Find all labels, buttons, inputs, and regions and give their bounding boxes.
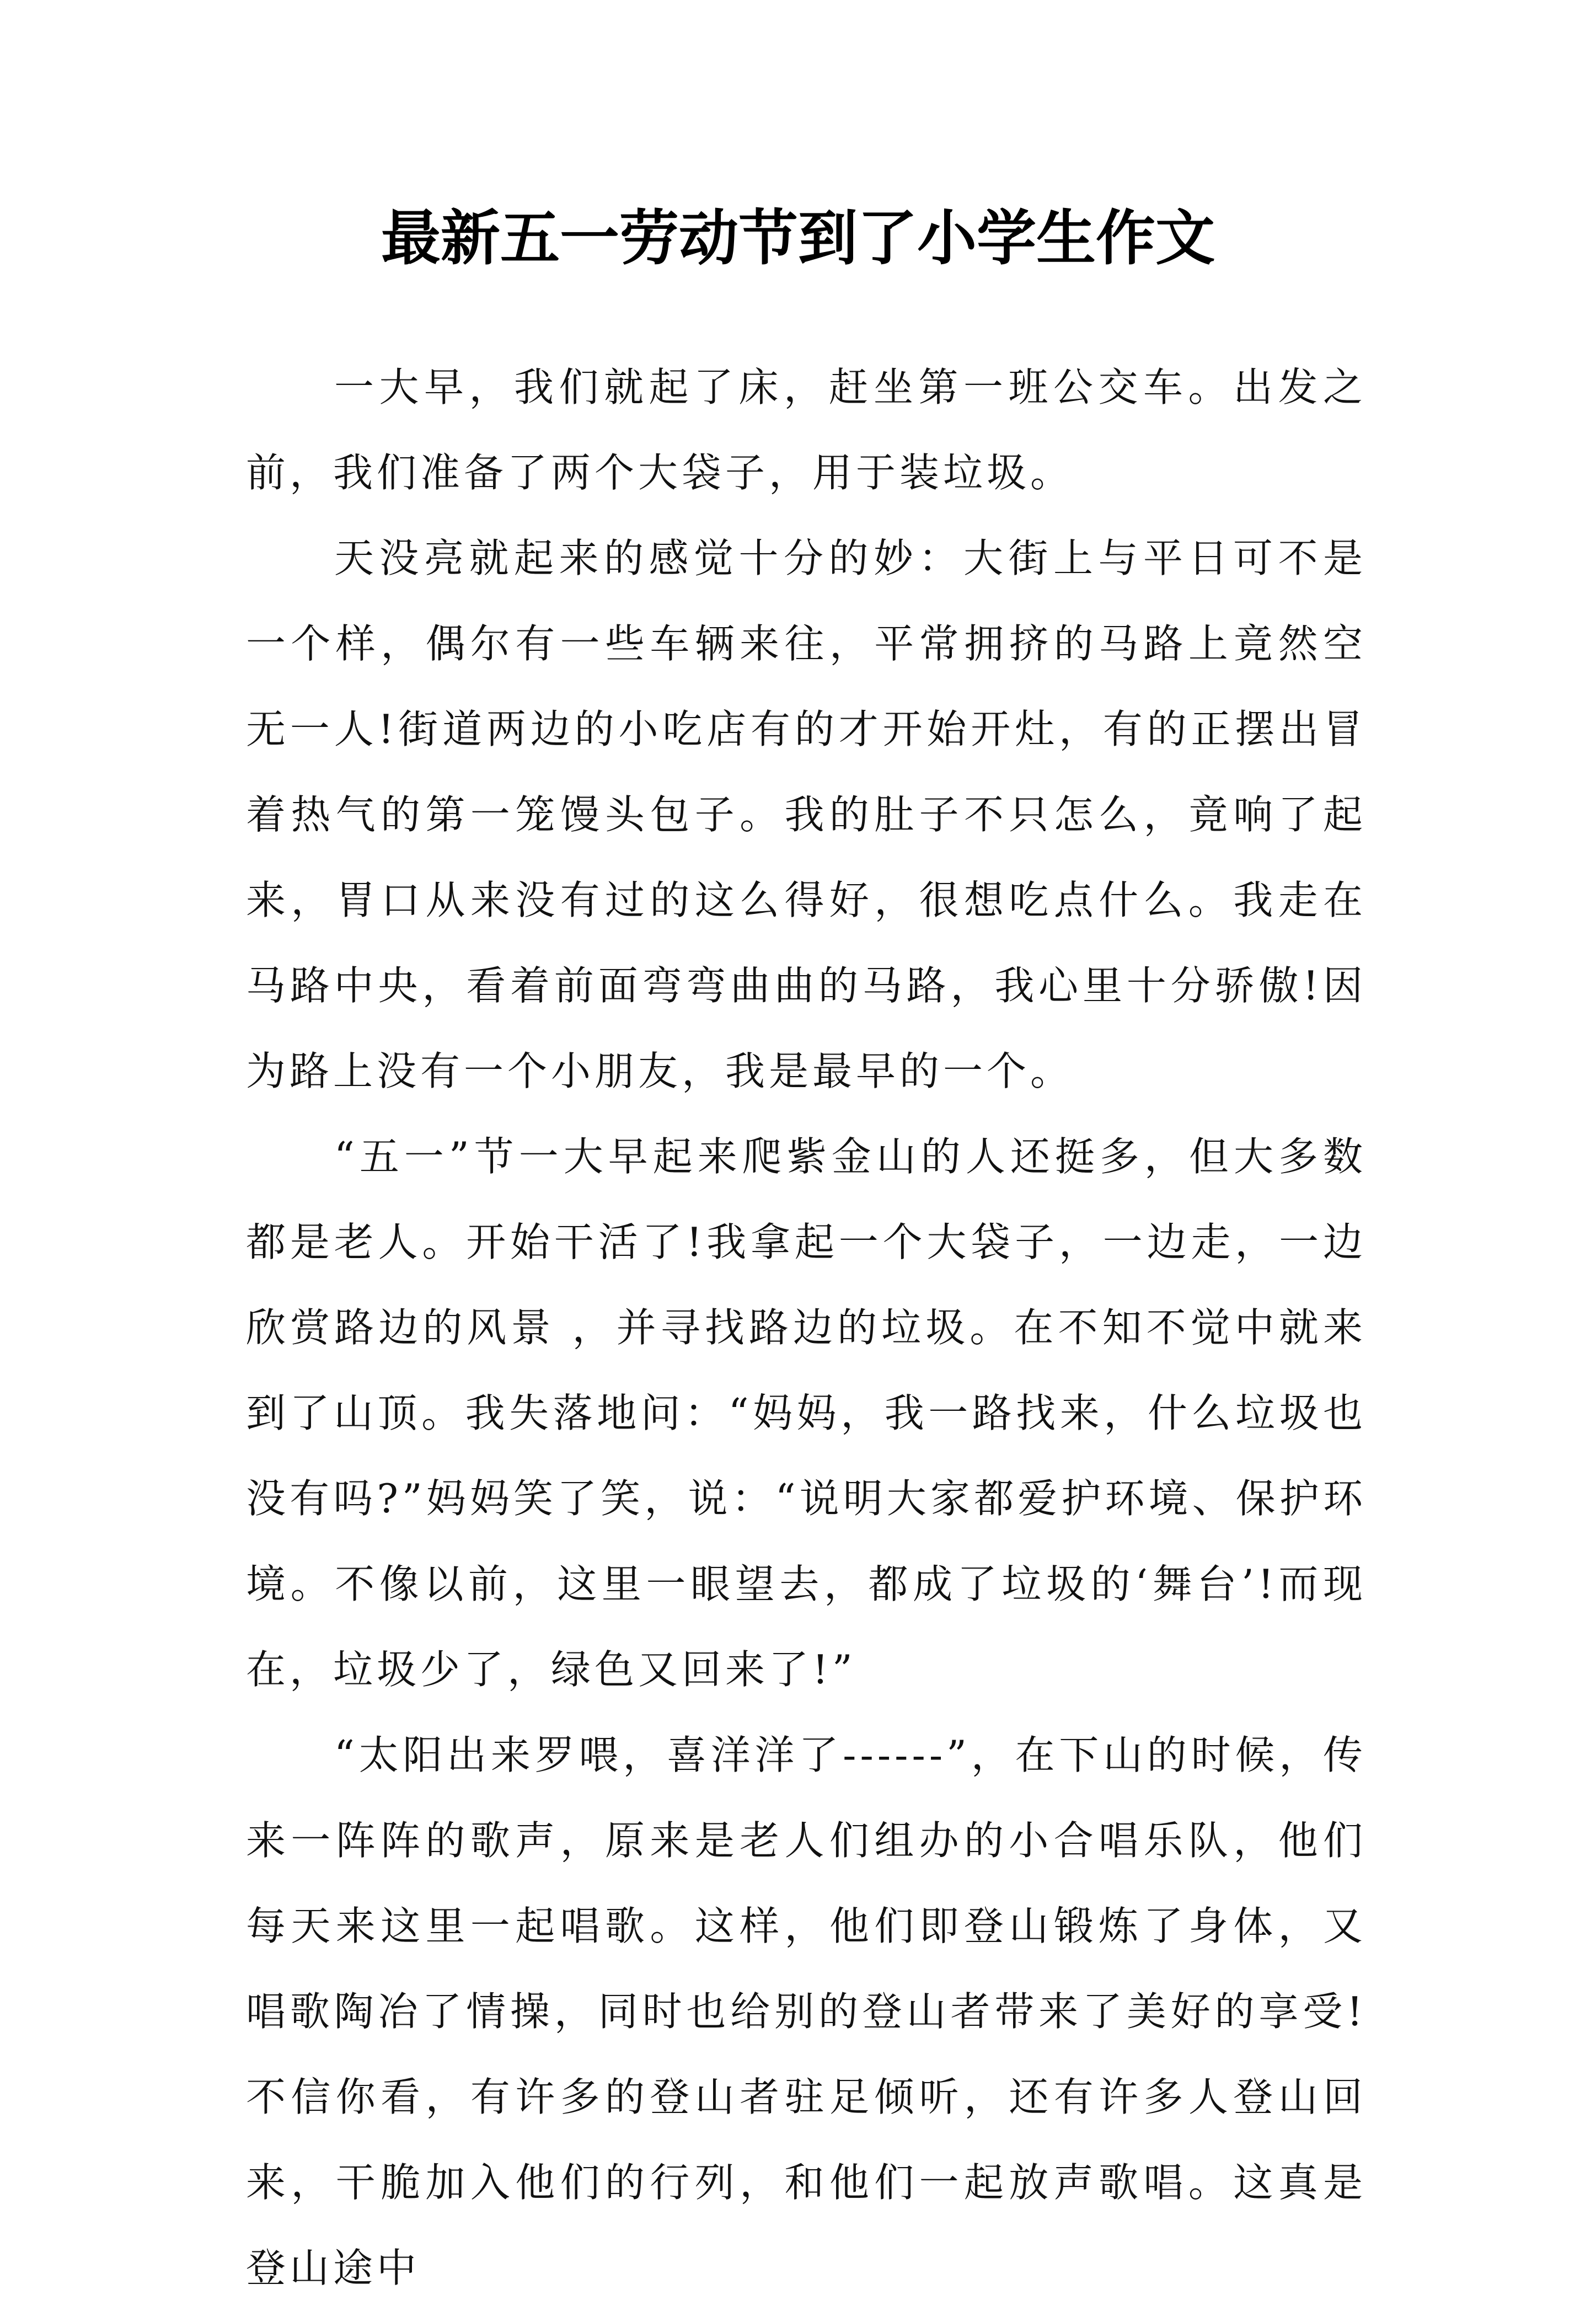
paragraph: 一大早，我们就起了床，赶坐第一班公交车。出发之前，我们准备了两个大袋子，用于装垃圾。 [246, 364, 1367, 496]
paragraph: 天没亮就起来的感觉十分的妙：大街上与平日可不是一个样，偶尔有一些车辆来往，平常拥挤的马路上竟然空无一人!街道两边的小吃店有的才开始开灶，有的正摆出冒着热气的第一笼馒头包子。我的肚子不只怎么，竟响了起来，胃口从来没有过的这么得好，很想吃点什么。我走在马路中央，看着前面弯弯曲曲的马路，我心里十分骄傲!因为路上没有一个小朋友，我是最早的一个。 [246, 535, 1367, 1094]
document-title: 最新五一劳动节到了小学生作文 [381, 204, 1215, 273]
paragraph: “太阳出来罗喂，喜洋洋了------”，在下山的时候，传来一阵阵的歌声，原来是老人们组办的小合唱乐队，他们每天来这里一起唱歌。这样，他们即登山锻炼了身体，又唱歌陶冶了情操，同时也给别的登山者带来了美好的享受!不信你看，有许多的登山者驻足倾听，还有许多人登山回来，干脆加入他们的行列，和他们一起放声歌唱。这真是登山途中 [246, 1732, 1367, 2291]
paragraph: “五一”节一大早起来爬紫金山的人还挺多，但大多数都是老人。开始干活了!我拿起一个大袋子，一边走，一边欣赏路边的风景 ，并寻找路边的垃圾。在不知不觉中就来到了山顶。我失落地问：“妈妈，我一路找来，什么垃圾也没有吗?”妈妈笑了笑，说：“说明大家都爱护环境、保护环境。不像以前，这里一眼望去，都成了垃圾的‘舞台’!而现在，垃圾少了，绿色又回来了!” [246, 1133, 1367, 1693]
document-body [246, 345, 1367, 2311]
